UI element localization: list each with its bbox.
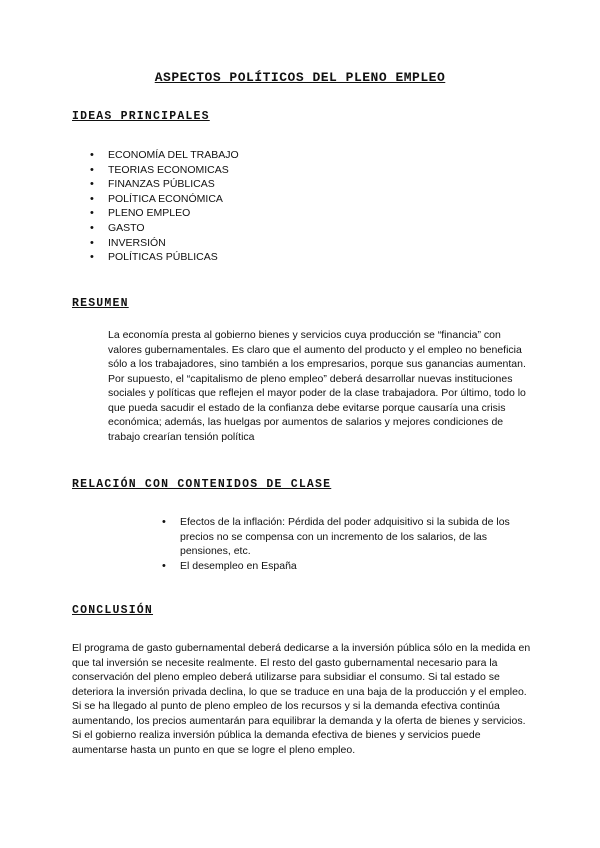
list-item: • Efectos de la inflación: Pérdida del poder adquisitivo si la subida de los precios no se compensa con un incremento de los salarios, de las pensiones, etc. [160,515,530,559]
ideas-heading: IDEAS PRINCIPALES [72,110,210,123]
list-item: • INVERSIÓN [88,236,388,251]
list-item: • El desempleo en España [160,559,530,574]
ideas-list [88,148,388,265]
resumen-heading: RESUMEN [72,297,129,310]
relacion-list [160,515,530,573]
document-title: ASPECTOS POLÍTICOS DEL PLENO EMPLEO [154,70,446,85]
list-item: • PLENO EMPLEO [88,206,388,221]
list-item: • ECONOMÍA DEL TRABAJO [88,148,388,163]
conclusion-heading: CONCLUSIÓN [72,604,154,617]
relacion-heading: RELACIÓN CON CONTENIDOS DE CLASE [72,478,332,491]
list-item: • POLÍTICAS PÚBLICAS [88,250,388,265]
resumen-text: La economía presta al gobierno bienes y servicios cuya producción se “financia” con valores gubernamentales. Es claro que el aumento del producto y el empleo no beneficia sólo a los trabajadores, sino también a los empresarios, porque sus ganancias aumentan. Por supuesto, el “capitalismo de pleno empleo” deberá desarrollar nuevas instituciones sociales y políticas que reflejen el mayor poder de la clase trabajadora. Por último, todo lo que pueda sacudir el estado de la confianza debe evitarse porque causaría una crisis económica; además, las huelgas por aumentos de salarios y mejores condiciones de trabajo crearían tensión política [108,329,526,443]
list-item: • TEORIAS ECONOMICAS [88,163,388,178]
list-item: • POLÍTICA ECONÓMICA [88,192,388,207]
list-item: • FINANZAS PÚBLICAS [88,177,388,192]
list-item: • GASTO [88,221,388,236]
conclusion-text: El programa de gasto gubernamental deberá dedicarse a la inversión pública sólo en la medida en que tal inversión se necesite realmente. El resto del gasto gubernamental necesario para la conservación del pleno empleo deberá utilizarse para subsidiar el consumo. Si tal estado se deteriora la inversión privada declina, lo que se traduce en una baja de la producción y el empleo. Si se ha llegado al punto de pleno empleo de los recursos y si la demanda efectiva continúa aumentando, los precios aumentarán para equilibrar la demanda y la oferta de bienes y servicios. Si el gobierno realiza inversión pública la demanda efectiva de bienes y servicios puede aumentarse hasta un punto en que se logre el pleno empleo. [72,642,531,756]
